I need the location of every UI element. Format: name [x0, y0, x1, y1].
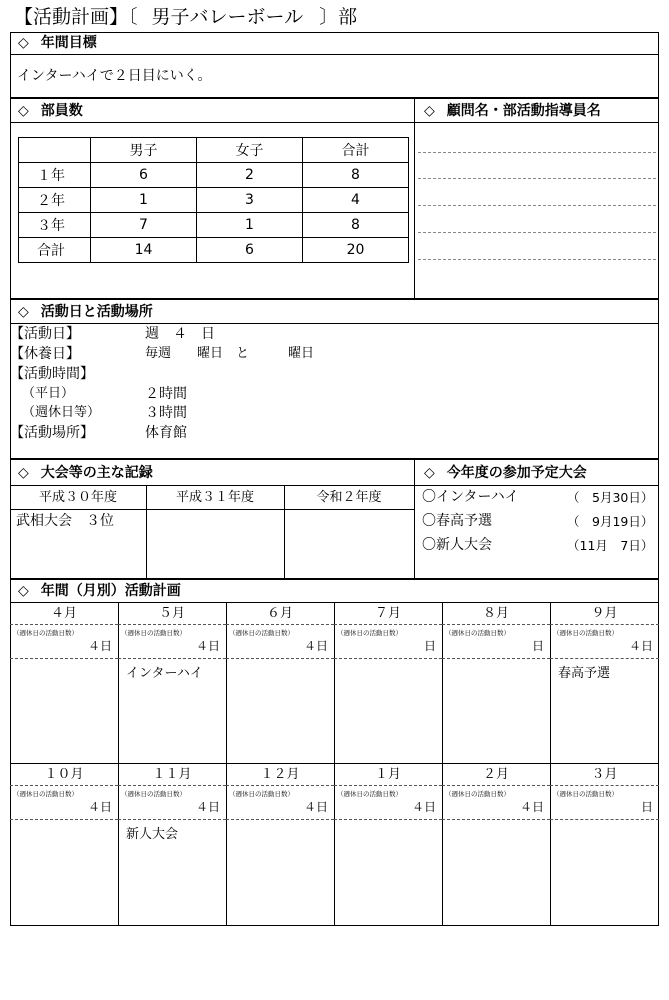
month-cell	[334, 602, 442, 763]
diamond-icon: ◇	[18, 583, 29, 599]
record-year-header: 令和２年度	[316, 490, 382, 505]
month-name: ３月	[591, 767, 618, 782]
record-year-header: 平成３０年度	[38, 490, 117, 505]
record-result: 武相大会 ３位	[16, 513, 114, 529]
month-name: ８月	[482, 606, 509, 621]
weekend-label: （週休日等）	[22, 405, 101, 420]
weekend-days-note: （週休日の活動日数）	[445, 790, 510, 798]
weekend-days-value[interactable]: 日	[423, 639, 436, 653]
table-cell: 7	[91, 213, 197, 238]
activity-time-label: 【活動時間】	[10, 366, 94, 382]
table-cell: 8	[303, 163, 409, 188]
table-cell: 4	[303, 188, 409, 213]
planned-competition-date: （11月 7日）	[567, 538, 654, 553]
record-year-header: 平成３１年度	[175, 490, 254, 505]
weekend-days-note: （週休日の活動日数）	[13, 629, 78, 637]
diamond-icon: ◇	[18, 103, 29, 119]
weekend-days-note: （週休日の活動日数）	[553, 790, 618, 798]
month-cell	[442, 602, 550, 763]
advisors-label: 顧問名・部活動指導員名	[446, 103, 601, 119]
table-row	[19, 238, 409, 263]
table-cell: 2	[197, 163, 303, 188]
month-cell	[118, 763, 226, 924]
advisor-entry-line[interactable]	[418, 232, 656, 233]
advisor-entry-line[interactable]	[418, 205, 656, 206]
title-prefix: 【活動計画】〔	[14, 6, 138, 28]
month-event: 新人大会	[126, 827, 179, 842]
weekend-days-value[interactable]: ４日	[195, 800, 220, 814]
weekend-days-note: （週休日の活動日数）	[229, 790, 294, 798]
rest-days-value: 毎週 曜日 と 曜日	[145, 346, 315, 361]
table-row	[19, 138, 409, 163]
table-cell: 8	[303, 213, 409, 238]
month-cell	[118, 602, 226, 763]
members-label: 部員数	[40, 103, 83, 119]
month-name: １１月	[152, 767, 192, 782]
weekend-days-value[interactable]: ４日	[519, 800, 544, 814]
table-cell: 3	[197, 188, 303, 213]
month-cell	[334, 763, 442, 924]
month-cell	[550, 763, 659, 924]
table-cell: １年	[19, 163, 91, 188]
month-cell	[10, 763, 118, 924]
month-name: ７月	[374, 606, 401, 621]
planned-label: 今年度の参加予定大会	[446, 465, 587, 481]
annual-goal-header	[18, 34, 97, 52]
planned-competition-name: 〇春高予選	[422, 513, 492, 529]
month-name: ９月	[591, 606, 618, 621]
weekend-days-note: （週休日の活動日数）	[445, 629, 510, 637]
weekend-days-value[interactable]: 日	[640, 800, 653, 814]
planned-competition-date: （ 5月30日）	[567, 490, 654, 505]
records-label: 大会等の主な記録	[40, 465, 153, 481]
month-name: ２月	[482, 767, 509, 782]
weekend-days-value[interactable]: ４日	[303, 639, 328, 653]
month-event: インターハイ	[126, 666, 203, 681]
table-header-cell: 女子	[197, 138, 303, 163]
annual-goal-text: インターハイで２日目にいく。	[17, 68, 212, 84]
table-header-cell: 男子	[91, 138, 197, 163]
weekend-days-note: （週休日の活動日数）	[337, 790, 402, 798]
members-header	[18, 102, 83, 120]
month-name: ５月	[158, 606, 185, 621]
table-cell: 14	[91, 238, 197, 263]
weekend-days-note: （週休日の活動日数）	[121, 629, 186, 637]
activity-label: 活動日と活動場所	[40, 304, 153, 320]
activity-place-label: 【活動場所】	[10, 425, 94, 441]
title-suffix: 〕部	[319, 6, 358, 28]
weekend-days-value[interactable]: ４日	[628, 639, 653, 653]
month-name: １月	[374, 767, 401, 782]
records-header	[18, 464, 153, 482]
weekend-days-value[interactable]: ４日	[195, 639, 220, 653]
weekend-days-note: （週休日の活動日数）	[229, 629, 294, 637]
weekend-days-note: （週休日の活動日数）	[121, 790, 186, 798]
weekend-days-note: （週休日の活動日数）	[337, 629, 402, 637]
weekend-days-value[interactable]: ４日	[411, 800, 436, 814]
weekend-days-value[interactable]: ４日	[87, 639, 112, 653]
table-row	[19, 188, 409, 213]
table-cell: ２年	[19, 188, 91, 213]
month-event: 春高予選	[558, 666, 611, 681]
table-row	[19, 213, 409, 238]
members-table	[18, 137, 409, 263]
month-cell	[550, 602, 659, 763]
monthly-plan-label: 年間（月別）活動計画	[40, 583, 181, 599]
page-title	[14, 5, 357, 29]
planned-competition-date: （ 9月19日）	[567, 514, 654, 529]
rest-days-label: 【休養日】	[10, 346, 80, 362]
table-cell: ３年	[19, 213, 91, 238]
table-cell: 合計	[19, 238, 91, 263]
activity-place-value: 体育館	[145, 425, 187, 441]
planned-header	[424, 464, 587, 482]
advisors-header	[424, 102, 601, 120]
diamond-icon: ◇	[18, 304, 29, 320]
table-header-cell	[19, 138, 91, 163]
weekend-value: ３時間	[145, 405, 187, 421]
table-cell: 6	[91, 163, 197, 188]
planned-competition-name: 〇新人大会	[422, 537, 492, 553]
month-cell	[226, 763, 334, 924]
diamond-icon: ◇	[18, 465, 29, 481]
month-cell	[442, 763, 550, 924]
month-cell	[10, 602, 118, 763]
month-cell	[226, 602, 334, 763]
activity-days-label: 【活動日】	[10, 326, 80, 342]
weekend-days-note: （週休日の活動日数）	[553, 629, 618, 637]
table-cell: 1	[197, 213, 303, 238]
advisor-entry-line[interactable]	[418, 178, 656, 179]
weekday-label: （平日）	[22, 386, 75, 401]
annual-goal-section	[10, 32, 659, 98]
advisor-entry-line[interactable]	[418, 259, 656, 260]
table-cell: 6	[197, 238, 303, 263]
diamond-icon: ◇	[424, 103, 435, 119]
table-cell: 1	[91, 188, 197, 213]
monthly-plan-header	[18, 582, 181, 600]
activity-header	[18, 303, 153, 321]
weekend-days-value[interactable]: ４日	[87, 800, 112, 814]
month-name: １２月	[260, 767, 300, 782]
table-row	[19, 163, 409, 188]
month-name: ６月	[266, 606, 293, 621]
month-name: ４月	[50, 606, 77, 621]
activity-days-value: 週 ４ 日	[145, 326, 215, 342]
weekend-days-note: （週休日の活動日数）	[13, 790, 78, 798]
weekend-days-value[interactable]: 日	[531, 639, 544, 653]
diamond-icon: ◇	[18, 35, 29, 51]
annual-goal-label: 年間目標	[40, 35, 97, 51]
weekend-days-value[interactable]: ４日	[303, 800, 328, 814]
table-header-cell: 合計	[303, 138, 409, 163]
advisor-entry-line[interactable]	[418, 152, 656, 153]
planned-competition-name: 〇インターハイ	[422, 489, 519, 505]
table-cell: 20	[303, 238, 409, 263]
diamond-icon: ◇	[424, 465, 435, 481]
weekday-value: ２時間	[145, 386, 187, 402]
month-name: １０月	[44, 767, 84, 782]
club-name: 男子バレーボール	[151, 6, 304, 28]
